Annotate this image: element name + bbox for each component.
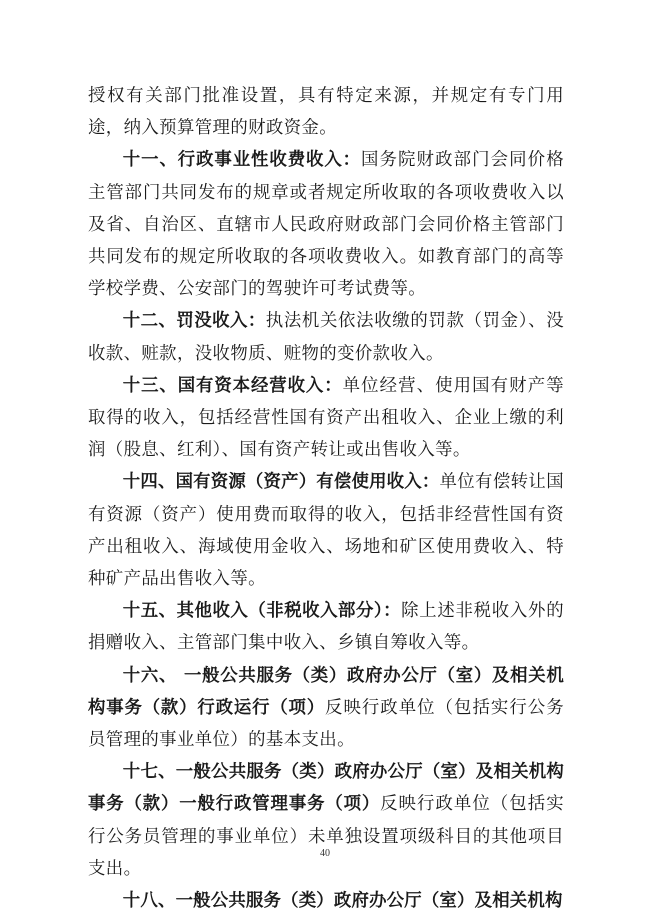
- paragraph: [88, 756, 564, 885]
- paragraph-text: 单位经营、使用国有财产等取得的收入，包括经营性国有资产出租收入、企业上缴的利润（股息、红利）、国有资产转让或出售收入等。: [88, 375, 564, 461]
- paragraph-term: 十三、国有资本经营收入：: [122, 375, 343, 396]
- paragraph-text: 国务院财政部门会同价格主管部门共同发布的规章或者规定所收取的各项收费收入以及省、自治区、直辖市人民政府财政部门会同价格主管部门共同发布的规定所收取的各项收费收入。如教育部门的高等学校学费、公安部门的驾驶许可考试费等。: [88, 150, 564, 300]
- paragraph: [88, 370, 564, 467]
- paragraph-text: 单位有偿转让国有资源（资产）使用费而取得的收入，包括非经营性国有资产出租收入、海域使用金收入、场地和矿区使用费收入、特种矿产品出售收入等。: [88, 472, 564, 590]
- paragraph: [88, 144, 564, 305]
- paragraph-term: 十五、其他收入（非税收入部分）：: [122, 601, 402, 622]
- paragraph-term: 十四、国有资源（资产）有偿使用收入：: [122, 472, 440, 493]
- body-text: [88, 80, 564, 917]
- paragraph-text: 反映行政单位（包括实行公务员管理的事业单位）未单独设置项级科目的其他项目支出。: [88, 794, 564, 879]
- paragraph-term: 十七、一般公共服务（类）政府办公厅（室）及相关机构事务（款）一般行政管理事务（项）: [88, 762, 564, 815]
- paragraph-text: 执法机关依法收缴的罚款（罚金）、没收款、赃款，没收物质、赃物的变价款收入。: [88, 311, 564, 364]
- paragraph-text: 除上述非税收入外的捐赠收入、主管部门集中收入、乡镇自筹收入等。: [88, 601, 564, 654]
- paragraph-text: 反映行政单位（包括实行公务员管理的事业单位）的基本支出。: [88, 697, 564, 751]
- paragraph-term: 十一、行政事业性收费收入：: [122, 150, 361, 171]
- paragraph: [88, 305, 564, 369]
- paragraph-term: 十六、 一般公共服务（类）政府办公厅（室）及相关机构事务（款）行政运行（项）: [88, 665, 564, 718]
- paragraph-text: 授权有关部门批准设置，具有特定来源，并规定有专门用途，纳入预算管理的财政资金。: [88, 86, 564, 139]
- page-number: 40: [320, 848, 330, 859]
- paragraph: [88, 885, 564, 917]
- paragraph-term: 十二、罚没收入：: [122, 311, 266, 332]
- paragraph: [88, 595, 564, 659]
- paragraph: [88, 80, 564, 144]
- paragraph-term: 十八、一般公共服务（类）政府办公厅（室）及相关机构: [122, 891, 563, 912]
- paragraph: [88, 660, 564, 757]
- paragraph: [88, 466, 564, 595]
